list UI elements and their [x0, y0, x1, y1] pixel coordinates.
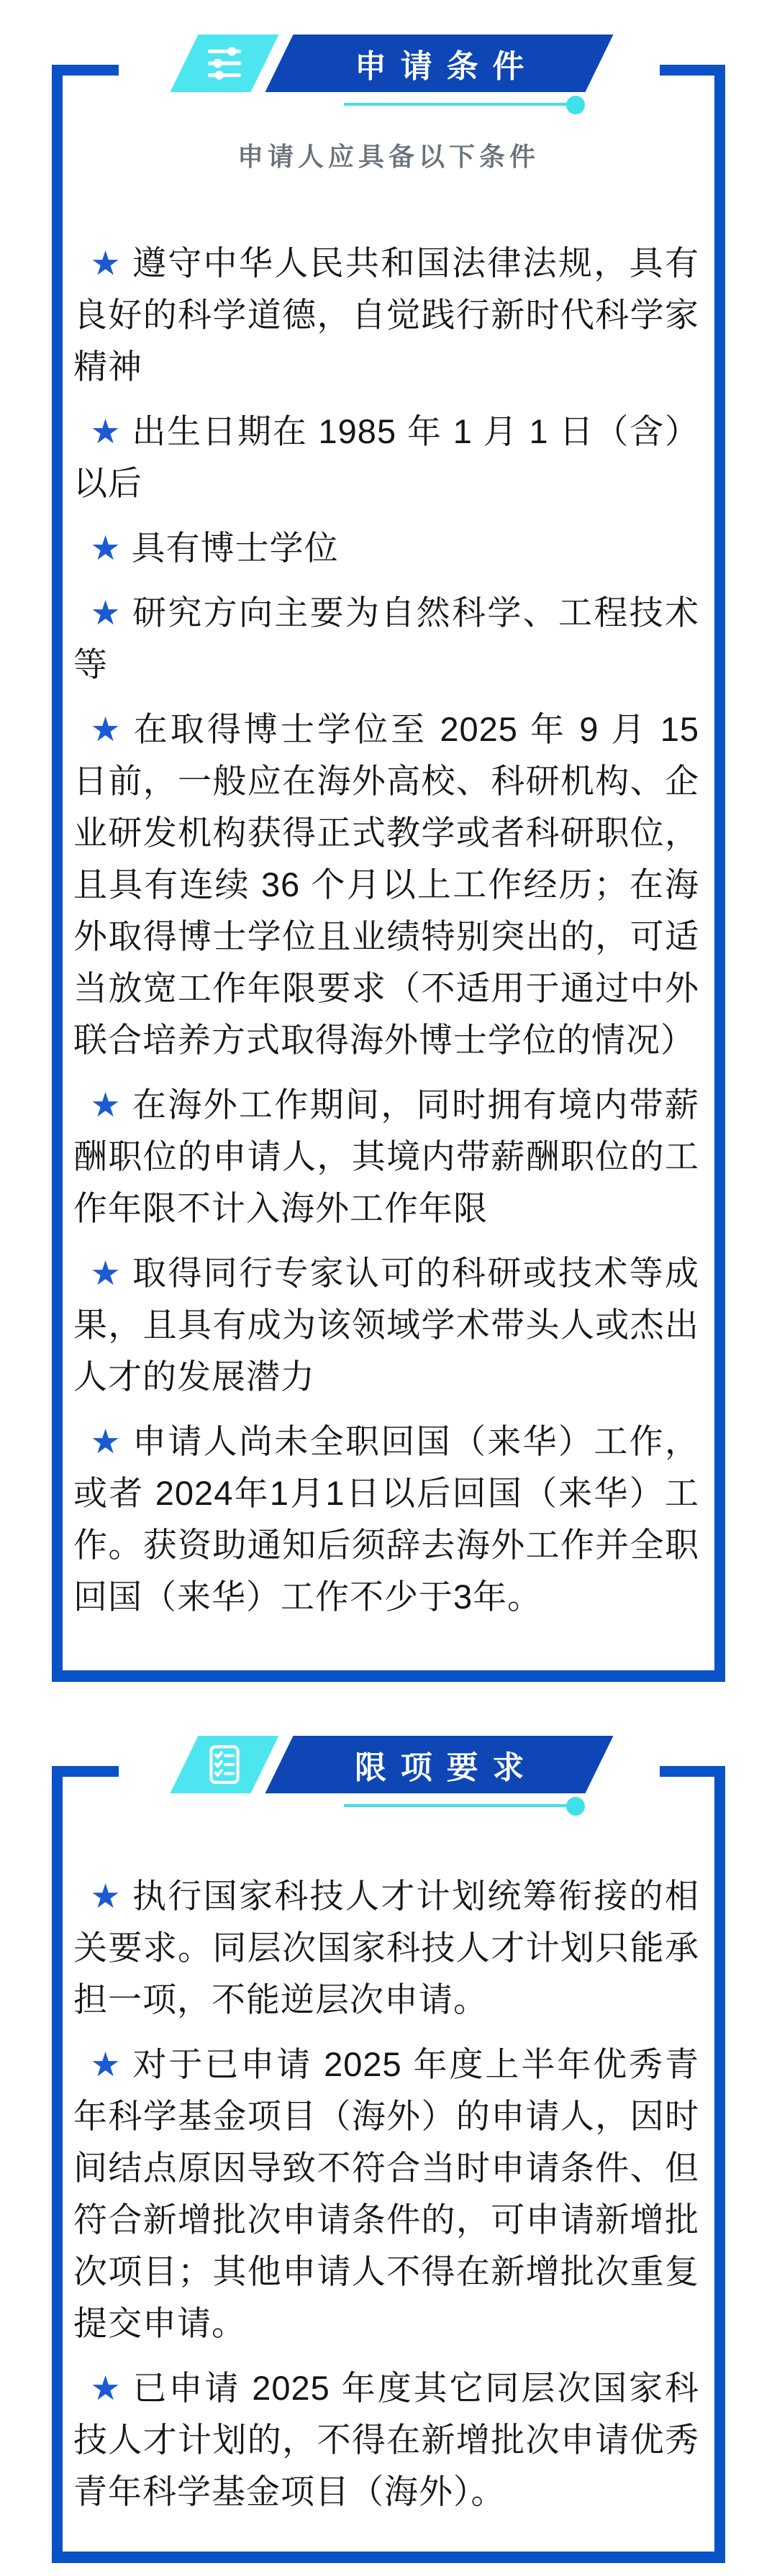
application-conditions-card	[52, 49, 725, 1682]
card-border-bottom	[52, 2552, 725, 2563]
checklist-icon-glyph	[202, 1742, 247, 1787]
star-icon: ★	[90, 593, 122, 632]
card-border-top-left	[52, 65, 119, 76]
card-border-top-left	[52, 1766, 119, 1777]
restrictions-list	[73, 1870, 699, 2531]
banner-title: 申请条件	[354, 49, 538, 84]
star-icon: ★	[90, 244, 122, 282]
condition-item	[73, 237, 699, 393]
condition-text: 在海外工作期间，同时拥有境内带薪酬职位的申请人，其境内带薪酬职位的工作年限不计入海外工作年限	[73, 1086, 700, 1227]
banner-title-plate	[265, 35, 613, 92]
condition-text: 申请人尚未全职回国（来华）工作，或者 2024年1月1日以后回国（来华）工作。获资助通知后须辞去海外工作并全职回国（来华）工作不少于3年。	[73, 1422, 700, 1616]
banner-underline-dot	[566, 96, 585, 114]
conditions-list	[73, 237, 699, 1636]
banner-title-plate	[265, 1736, 613, 1793]
restriction-text: 对于已申请 2025 年度上半年优秀青年科学基金项目（海外）的申请人，因时间结点原因导致不符合当时申请条件、但符合新增批次申请条件的，可申请新增批次项目；其他申请人不得在新增批次重复提交申请。	[73, 2045, 699, 2342]
checklist-icon	[170, 1736, 278, 1793]
star-icon: ★	[90, 1254, 122, 1292]
condition-item	[73, 1416, 699, 1623]
banner-underline	[344, 103, 576, 106]
condition-text: 研究方向主要为自然科学、工程技术等	[73, 593, 700, 683]
section-subtitle: 申请人应具备以下条件	[237, 142, 540, 171]
sliders-icon	[170, 35, 278, 92]
restriction-item	[73, 2362, 699, 2518]
condition-text: 遵守中华人民共和国法律法规，具有良好的科学道德，自觉践行新时代科学家精神	[73, 244, 700, 386]
condition-text: 取得同行专家认可的科研或技术等成果，且具有成为该领域学术带头人或杰出人才的发展潜力	[73, 1254, 700, 1396]
restriction-item	[73, 2039, 699, 2349]
card-border-top-right	[660, 1766, 725, 1777]
card-border-bottom	[52, 1670, 725, 1682]
star-icon: ★	[90, 412, 122, 450]
card-border-top-right	[660, 65, 725, 76]
star-icon: ★	[90, 1877, 122, 1915]
condition-item	[73, 522, 699, 574]
section-banner	[184, 1736, 599, 1793]
star-icon: ★	[90, 1422, 122, 1460]
star-icon: ★	[90, 2045, 123, 2083]
condition-text: 具有博士学位	[131, 529, 339, 567]
banner-underline-dot	[566, 1797, 585, 1816]
card-border-left	[52, 65, 63, 1682]
star-icon: ★	[90, 2369, 123, 2407]
section-banner	[184, 35, 599, 92]
card-border-right	[714, 65, 725, 1682]
condition-item	[73, 1079, 699, 1234]
condition-item	[73, 587, 699, 691]
condition-item	[73, 704, 699, 1066]
condition-text: 在取得博士学位至 2025 年 9 月 15 日前，一般应在海外高校、科研机构、企业研发机构获得正式教学或者科研职位，且具有连续 36 个月以上工作经历；在海外取得博士学位且业绩特别突出的，可适当放宽工作年限要求（不适用于通过中外联合培养方式取得海外博士学位的情况）	[73, 710, 699, 1059]
card-border-left	[52, 1766, 63, 2563]
restriction-text: 已申请 2025 年度其它同层次国家科技人才计划的，不得在新增批次申请优秀青年科学基金项目（海外）。	[73, 2369, 699, 2511]
banner-title: 限项要求	[354, 1750, 538, 1785]
star-icon: ★	[90, 710, 124, 748]
star-icon: ★	[90, 529, 122, 567]
condition-item	[73, 406, 699, 509]
restriction-requirements-card	[52, 1750, 725, 2563]
restriction-text: 执行国家科技人才计划统筹衔接的相关要求。同层次国家科技人才计划只能承担一项，不能逆层次申请。	[73, 1877, 700, 2019]
condition-text: 出生日期在 1985 年 1 月 1 日（含）以后	[73, 412, 699, 502]
card-border-right	[714, 1766, 725, 2563]
sliders-icon-glyph	[202, 41, 247, 86]
star-icon: ★	[90, 1086, 122, 1124]
condition-item	[73, 1247, 699, 1403]
restriction-item	[73, 1870, 699, 2026]
banner-underline	[344, 1804, 576, 1807]
